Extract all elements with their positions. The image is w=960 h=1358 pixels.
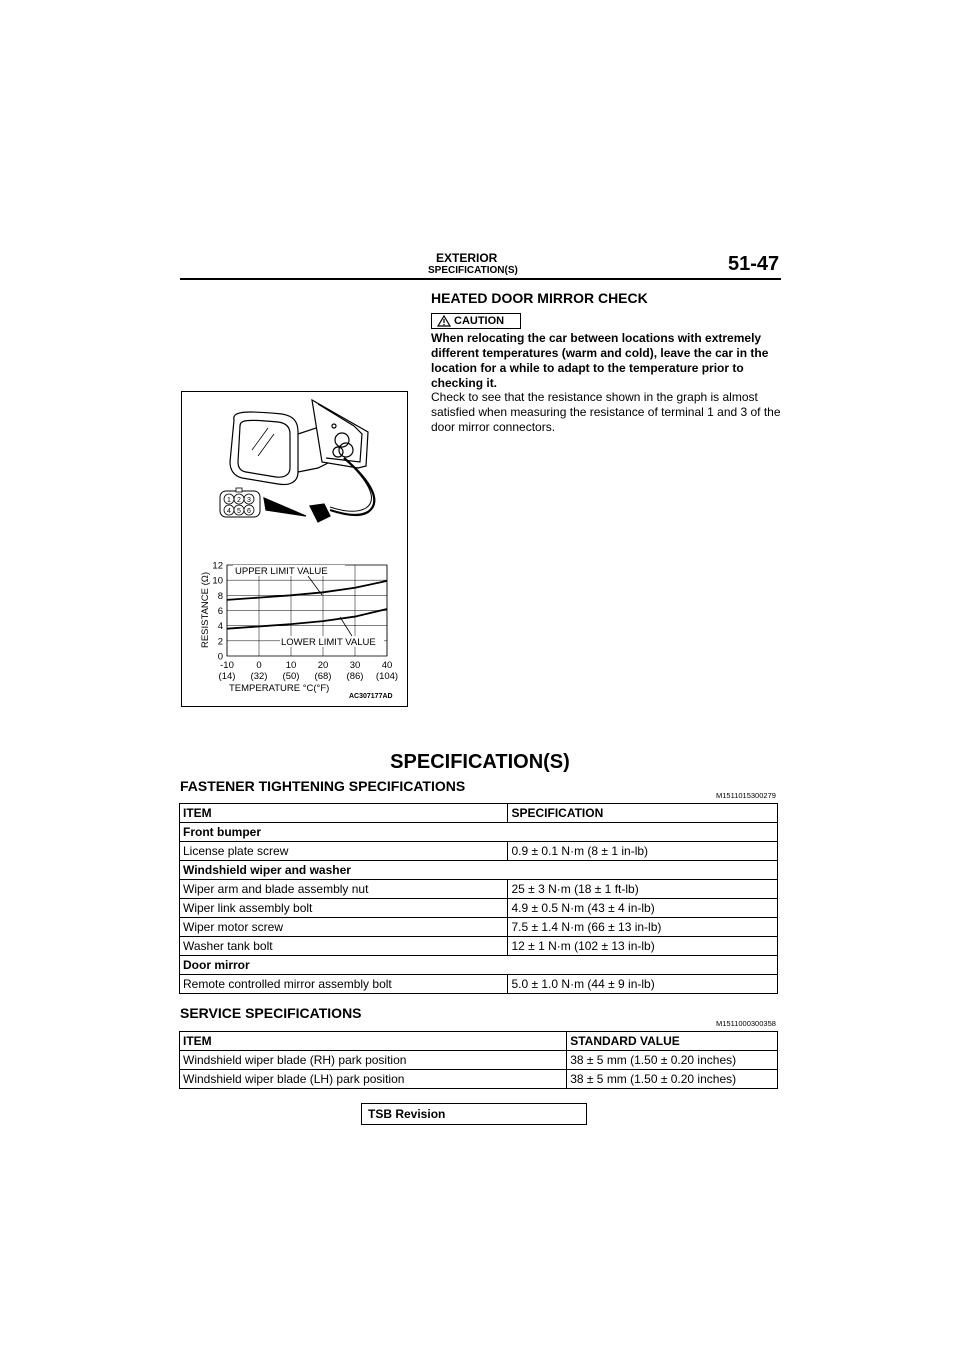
table-header-row	[180, 804, 778, 823]
lower-limit-label: LOWER LIMIT VALUE	[281, 637, 376, 648]
table-item-cell: License plate screw	[180, 842, 508, 861]
table-group-cell: Door mirror	[180, 956, 778, 975]
table-item-cell: Remote controlled mirror assembly bolt	[180, 975, 508, 994]
table-group-row	[180, 823, 778, 842]
connector-pin-label: 6	[247, 508, 251, 515]
table-group-row	[180, 861, 778, 880]
x-tick-label-fahrenheit: (14)	[218, 671, 236, 682]
y-tick-label: 12	[212, 560, 223, 572]
fastener-section-code: M1511015300279	[716, 791, 776, 800]
y-tick-label: 8	[217, 590, 223, 602]
x-tick-label-fahrenheit: (50)	[282, 671, 300, 682]
subsection-title: SPECIFICATION(S)	[428, 265, 518, 276]
table-spec-cell: 25 ± 3 N·m (18 ± 1 ft-lb)	[508, 880, 778, 899]
service-table	[179, 1031, 778, 1089]
table-spec-cell: 38 ± 5 mm (1.50 ± 0.20 inches)	[567, 1051, 778, 1070]
table-group-cell: Windshield wiper and washer	[180, 861, 778, 880]
x-tick-label-fahrenheit: (86)	[346, 671, 364, 682]
table-header-cell: STANDARD VALUE	[567, 1032, 778, 1051]
service-section-code: M1511000300358	[716, 1019, 776, 1028]
table-item-cell: Wiper link assembly bolt	[180, 899, 508, 918]
service-section-title: SERVICE SPECIFICATIONS	[180, 1005, 362, 1021]
y-tick-label: 2	[217, 636, 223, 648]
table-spec-cell: 38 ± 5 mm (1.50 ± 0.20 inches)	[567, 1070, 778, 1089]
x-tick-label-celsius: 40	[381, 660, 393, 671]
table-header-cell: ITEM	[180, 1032, 567, 1051]
x-tick-label-celsius: 20	[317, 660, 329, 671]
connector-pin-label: 4	[227, 508, 231, 515]
table-row	[180, 937, 778, 956]
caution-text: When relocating the car between locations with extremely different temperatures (warm and cold), leave the car in the location for a while to adapt to the temperature prior to checking it.	[431, 331, 769, 390]
upper-limit-leader	[308, 576, 322, 595]
x-tick-labels	[219, 660, 399, 682]
x-tick-label-celsius: 0	[256, 660, 262, 671]
resistance-chart	[200, 561, 398, 701]
y-tick-label: 4	[217, 621, 223, 633]
mirror-figure	[181, 391, 408, 707]
x-tick-label-celsius: 10	[285, 660, 297, 671]
connector-pin-label: 1	[227, 497, 231, 504]
upper-limit-label: UPPER LIMIT VALUE	[235, 566, 328, 577]
tsb-revision-label: TSB Revision	[368, 1107, 446, 1121]
x-tick-label-fahrenheit: (68)	[314, 671, 332, 682]
y-tick-label: 10	[212, 575, 223, 587]
page-number: 51-47	[728, 253, 780, 275]
table-spec-cell: 4.9 ± 0.5 N·m (43 ± 4 in-lb)	[508, 899, 778, 918]
connector-pin-label: 2	[237, 497, 241, 504]
y-axis-label: RESISTANCE (Ω)	[200, 571, 211, 649]
table-spec-cell: 12 ± 1 N·m (102 ± 13 in-lb)	[508, 937, 778, 956]
y-tick-label: 0	[217, 651, 223, 663]
x-tick-label-fahrenheit: (104)	[375, 671, 399, 682]
table-item-cell: Wiper arm and blade assembly nut	[180, 880, 508, 899]
connector-illustration	[220, 488, 260, 517]
table-spec-cell: 5.0 ± 1.0 N·m (44 ± 9 in-lb)	[508, 975, 778, 994]
y-tick-labels	[212, 561, 223, 663]
table-item-cell: Windshield wiper blade (LH) park position	[180, 1070, 567, 1089]
table-row	[180, 880, 778, 899]
x-tick-label-fahrenheit: (32)	[250, 671, 268, 682]
caution-box	[431, 313, 521, 329]
mirror-check-body: Check to see that the resistance shown in the graph is almost satisfied when measuring the resistance of terminal 1 and 3 of the door mirror connectors.	[431, 390, 781, 434]
table-spec-cell: 0.9 ± 0.1 N·m (8 ± 1 in-lb)	[508, 842, 778, 861]
table-row	[180, 918, 778, 937]
x-tick-label-celsius: 30	[349, 660, 361, 671]
connector-pin-label: 3	[247, 497, 251, 504]
fastener-section-title: FASTENER TIGHTENING SPECIFICATIONS	[180, 778, 466, 794]
y-tick-label: 6	[217, 606, 223, 617]
table-row	[180, 1070, 778, 1089]
fastener-table	[179, 803, 778, 994]
figure-code: AC307177AD	[349, 693, 393, 700]
table-item-cell: Windshield wiper blade (RH) park position	[180, 1051, 567, 1070]
section-title: EXTERIOR	[436, 251, 498, 265]
x-axis-label: TEMPERATURE °C(°F)	[229, 683, 330, 694]
table-group-cell: Front bumper	[180, 823, 778, 842]
lower-limit-leader	[340, 617, 352, 636]
table-header-cell: SPECIFICATION	[508, 804, 778, 823]
table-row	[180, 842, 778, 861]
warning-icon	[437, 315, 451, 327]
table-group-row	[180, 956, 778, 975]
chart-series	[227, 581, 387, 629]
table-item-cell: Wiper motor screw	[180, 918, 508, 937]
header-rule	[180, 278, 781, 280]
caution-label: CAUTION	[454, 315, 505, 327]
table-row	[180, 899, 778, 918]
tsb-revision-box	[361, 1103, 587, 1125]
specifications-title: SPECIFICATION(S)	[390, 751, 570, 773]
table-header-row	[180, 1032, 778, 1051]
connector-pin-label: 5	[237, 508, 241, 515]
x-tick-label-celsius: -10	[220, 660, 234, 671]
table-row	[180, 1051, 778, 1070]
table-row	[180, 975, 778, 994]
series-line	[227, 581, 387, 600]
table-header-cell: ITEM	[180, 804, 508, 823]
mirror-figure-drawing	[182, 392, 407, 706]
mirror-check-heading: HEATED DOOR MIRROR CHECK	[431, 290, 648, 306]
table-item-cell: Washer tank bolt	[180, 937, 508, 956]
table-spec-cell: 7.5 ± 1.4 N·m (66 ± 13 in-lb)	[508, 918, 778, 937]
